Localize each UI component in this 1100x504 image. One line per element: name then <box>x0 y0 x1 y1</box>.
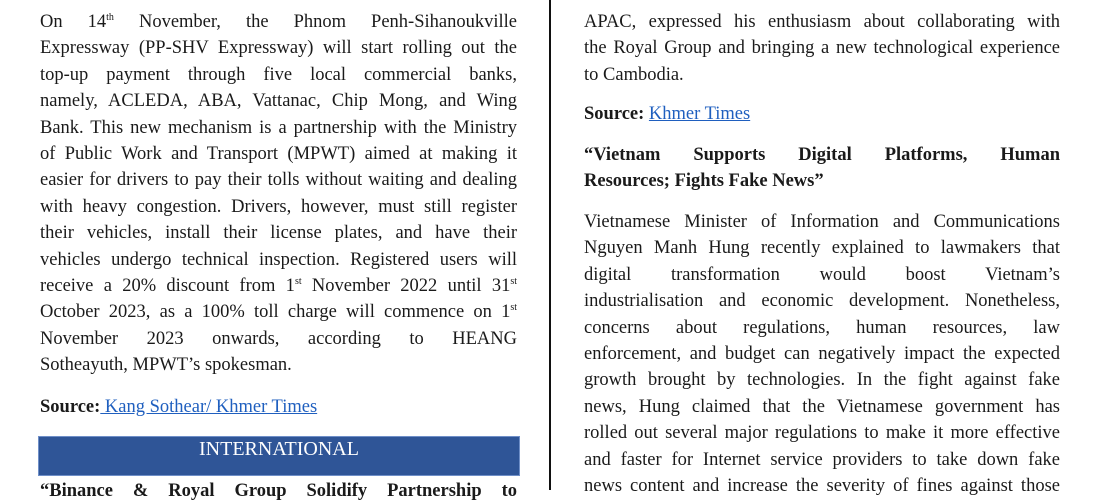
text-segment: Bank. This new mechanism is a partnership with the Ministry <box>40 117 517 138</box>
paragraph-line <box>40 194 517 220</box>
paragraph-line <box>40 141 517 167</box>
text-segment: top-up payment through five local commercial banks, <box>40 64 517 85</box>
superscript: st <box>510 302 517 314</box>
paragraph-line <box>40 35 517 61</box>
paragraph-line <box>40 273 517 299</box>
paragraph-line: the Royal Group and bringing a new technological experience <box>584 38 1060 59</box>
paragraph-line: Vietnamese Minister of Information and Communications <box>584 212 1060 232</box>
section-banner-title: INTERNATIONAL <box>199 438 359 460</box>
column-divider <box>549 0 551 490</box>
text-segment: with heavy congestion. Drivers, however, must still register <box>40 196 517 217</box>
paragraph-line: Nguyen Manh Hung recently explained to lawmakers that <box>584 238 1060 259</box>
paragraph-line: concerns about regulations, human resources, law <box>584 317 1060 338</box>
text-segment: easier for drivers to pay their tolls without waiting and dealing <box>40 170 517 191</box>
paragraph-line <box>40 299 517 325</box>
text-segment: their vehicles, install their license plates, and have their <box>40 223 517 244</box>
text-segment: November 2023 onwards, according to HEANG <box>40 328 517 349</box>
paragraph-line: rolled out several major regulations to make it more effective <box>584 423 1060 444</box>
section-banner-international <box>38 436 520 476</box>
paragraph-line <box>40 326 517 352</box>
text-segment: November, the Phnom Penh-Sihanoukville <box>113 12 517 32</box>
text-segment: On 14 <box>40 12 107 32</box>
text-segment: Sotheayuth, MPWT’s spokesman. <box>40 355 292 376</box>
source-link[interactable]: Khmer Times <box>648 104 751 124</box>
paragraph-line <box>40 9 517 35</box>
paragraph-line <box>40 247 517 273</box>
text-segment: Expressway (PP-SHV Expressway) will start rolling out the <box>40 38 517 59</box>
source-label: Source: <box>40 397 101 417</box>
text-segment: receive a 20% discount from 1 <box>40 276 295 296</box>
paragraph-line <box>40 88 517 114</box>
source-link[interactable]: Kang Sothear/ Khmer Times <box>100 397 318 417</box>
source-line-left <box>40 394 517 420</box>
article-headline-line: “Vietnam Supports Digital Platforms, Human <box>584 145 1060 165</box>
paragraph-line <box>40 115 517 141</box>
paragraph-line: industrialisation and economic development. Nonetheless, <box>584 291 1060 312</box>
paragraph-line <box>40 220 517 246</box>
paragraph-line: news content and increase the severity of fines against those <box>584 476 1060 496</box>
paragraph-line <box>40 167 517 193</box>
superscript: st <box>294 276 302 287</box>
text-segment: October 2023, as a 100% toll charge will commence on 1 <box>40 302 511 323</box>
source-label: Source: <box>584 104 645 124</box>
text-segment: November 2022 until 31 <box>301 276 511 296</box>
paragraph-line: enforcement, and budget can negatively impact the expected <box>584 344 1060 364</box>
source-line-right <box>584 101 1060 127</box>
paragraph-line: and faster for Internet service providers to take down fake <box>584 449 1060 470</box>
paragraph-line <box>40 62 517 88</box>
paragraph-line: to Cambodia. <box>584 64 684 85</box>
paragraph-line: APAC, expressed his enthusiasm about collaborating with <box>584 12 1060 32</box>
paragraph-line: news, Hung claimed that the Vietnamese government has <box>584 396 1060 417</box>
paragraph-line: digital transformation would boost Vietnam’s <box>584 264 1060 285</box>
text-segment: of Public Work and Transport (MPWT) aimed at making it <box>40 144 517 164</box>
text-segment: namely, ACLEDA, ABA, Vattanac, Chip Mong, and Wing <box>40 91 517 112</box>
article-headline-line: Resources; Fights Fake News” <box>584 171 824 191</box>
next-headline: “Binance & Royal Group Solidify Partnership to <box>40 481 517 501</box>
paragraph-line <box>40 352 517 378</box>
text-segment: vehicles undergo technical inspection. Registered users will <box>40 249 517 270</box>
superscript: st <box>510 276 517 287</box>
superscript: th <box>106 12 114 23</box>
paragraph-line: growth brought by technologies. In the fight against fake <box>584 370 1060 391</box>
